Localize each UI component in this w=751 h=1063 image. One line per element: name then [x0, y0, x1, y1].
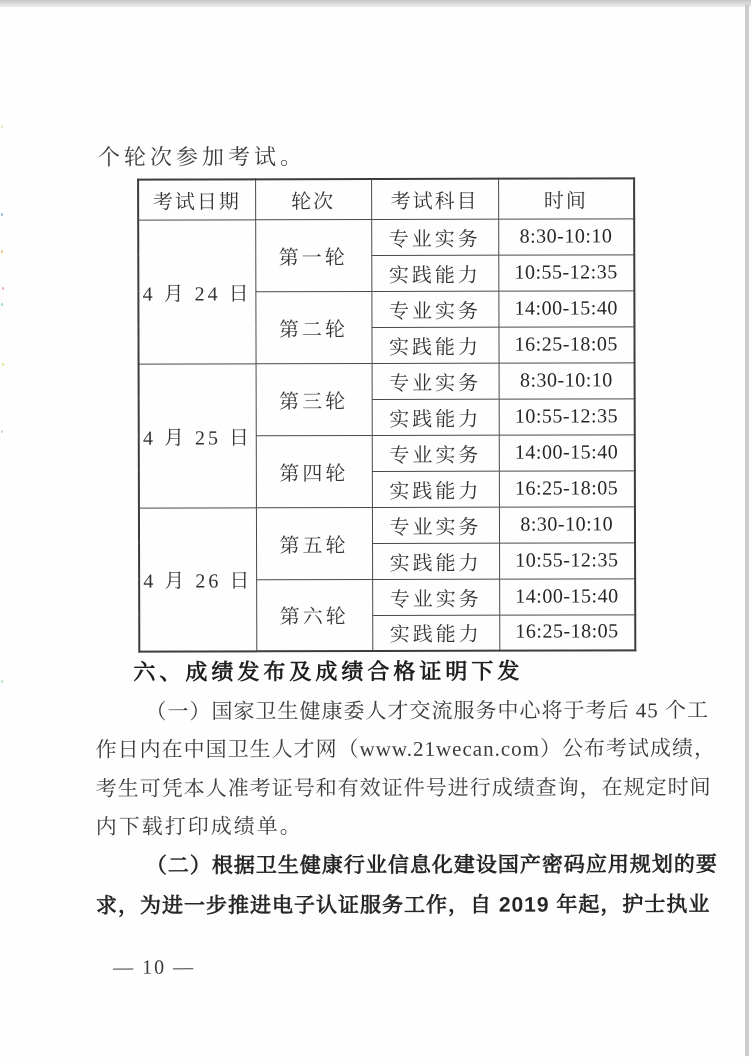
date-cell: 4 月 24 日 [138, 219, 255, 363]
subject-cell: 实践能力 [371, 327, 498, 363]
table-row [139, 362, 635, 399]
time-cell: 14:00-15:40 [499, 434, 635, 470]
para1-line-2: 作日内在中国卫生人才网（www.21wecan.com）公布考试成绩， [95, 736, 717, 762]
subject-cell: 实践能力 [372, 399, 499, 435]
time-cell: 10:55-12:35 [498, 254, 634, 290]
round-cell: 第四轮 [256, 435, 372, 507]
date-cell: 4 月 25 日 [139, 363, 256, 507]
para1-line-1: （一）国家卫生健康委人才交流服务中心将于考后 45 个工 [145, 698, 710, 724]
round-cell: 第五轮 [256, 507, 372, 579]
header-time: 时间 [498, 178, 634, 218]
page-number: — 10 — [113, 956, 196, 979]
subject-cell: 专业实务 [371, 219, 498, 255]
subject-cell: 实践能力 [372, 615, 499, 651]
para1-line-4: 内下载打印成绩单。 [95, 814, 303, 839]
round-cell: 第二轮 [255, 291, 371, 363]
time-cell: 8:30-10:10 [498, 218, 634, 254]
para2-line-2: 求，为进一步推进电子认证服务工作，自 2019 年起，护士执业 [95, 893, 711, 918]
exam-schedule-table [137, 177, 636, 652]
subject-cell: 实践能力 [372, 543, 499, 579]
intro-line: 个轮次参加考试。 [97, 144, 307, 170]
time-cell: 8:30-10:10 [499, 362, 635, 398]
round-cell: 第一轮 [255, 219, 371, 291]
table-row [139, 506, 635, 543]
subject-cell: 专业实务 [372, 363, 499, 399]
section-heading: 六、成绩发布及成绩合格证明下发 [133, 658, 524, 685]
time-cell: 16:25-18:05 [499, 614, 635, 650]
subject-cell: 实践能力 [371, 255, 498, 291]
time-cell: 10:55-12:35 [499, 398, 635, 434]
header-exam-date: 考试日期 [138, 179, 255, 219]
time-cell: 10:55-12:35 [499, 542, 635, 578]
header-round: 轮次 [255, 179, 371, 219]
time-cell: 8:30-10:10 [499, 506, 635, 542]
subject-cell: 专业实务 [372, 435, 499, 471]
subject-cell: 专业实务 [372, 507, 499, 543]
subject-cell: 实践能力 [372, 471, 499, 507]
para1-line-3: 考生可凭本人准考证号和有效证件号进行成绩查询，在规定时间 [95, 775, 712, 801]
table-header-row [138, 178, 634, 219]
para2-line-1: （二）根据卫生健康行业信息化建设国产密码应用规划的要 [145, 853, 718, 878]
date-cell: 4 月 26 日 [139, 507, 256, 651]
subject-cell: 专业实务 [372, 579, 499, 615]
round-cell: 第三轮 [256, 363, 372, 435]
header-subject: 考试科目 [371, 179, 498, 219]
time-cell: 14:00-15:40 [499, 578, 635, 614]
time-cell: 16:25-18:05 [499, 470, 635, 506]
time-cell: 14:00-15:40 [498, 290, 634, 326]
time-cell: 16:25-18:05 [498, 326, 634, 362]
subject-cell: 专业实务 [371, 291, 498, 327]
table-row [138, 218, 634, 255]
round-cell: 第六轮 [256, 579, 372, 651]
